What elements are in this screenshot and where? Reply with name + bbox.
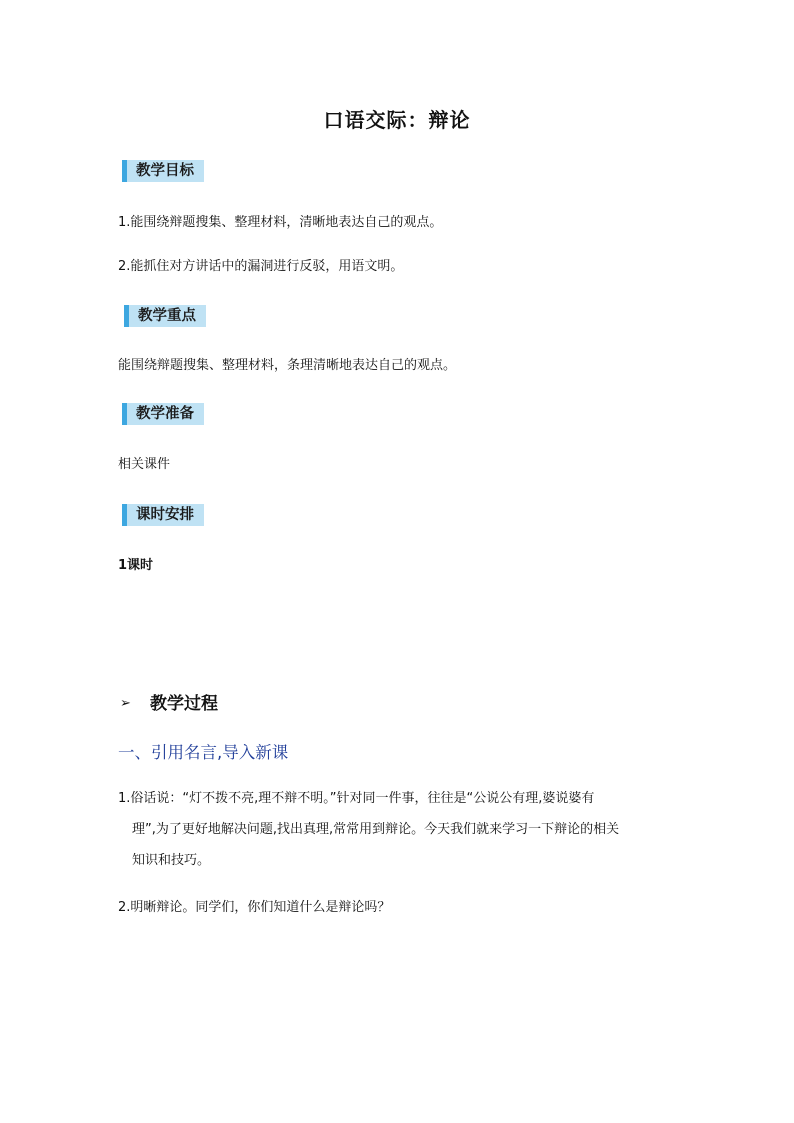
process-item-2 (118, 892, 678, 923)
preparation-line: 相关课件 (118, 457, 171, 472)
section-heading-schedule: 课时安排 (122, 504, 204, 526)
process-item-1-line-3: 知识和技巧。 (132, 853, 211, 868)
document-title: 口语交际：辩论 (323, 108, 471, 132)
process-heading-row (120, 690, 218, 718)
section-heading-teaching-goals: 教学目标 (122, 160, 204, 182)
process-item-1-line-2: 理”,为了更好地解决问题,找出真理,常常用到辩论。今天我们就来学习一下辩论的相关 (132, 822, 620, 837)
key-point-line: 能围绕辩题搜集、整理材料，条理清晰地表达自己的观点。 (118, 358, 457, 373)
section-heading-preparation: 教学准备 (122, 403, 204, 425)
arrow-bullet-icon: ➢ (120, 696, 131, 711)
goal-line-1: 1.能围绕辩题搜集、整理材料，清晰地表达自己的观点。 (118, 215, 443, 230)
process-item-1-line-1: 1.俗话说：“灯不拨不亮,理不辩不明。”针对同一件事，往往是“公说公有理,婆说婆有 (118, 791, 595, 806)
section-heading-key-points: 教学重点 (124, 305, 206, 327)
schedule-line: 1课时 (118, 558, 154, 573)
process-item-1 (118, 783, 678, 876)
goal-line-2: 2.能抓住对方讲话中的漏洞进行反驳，用语文明。 (118, 259, 404, 274)
process-heading: 教学过程 (150, 694, 218, 714)
process-subheading: 一、引用名言,导入新课 (118, 743, 289, 762)
process-item-2-line: 2.明晰辩论。同学们，你们知道什么是辩论吗？ (118, 900, 391, 915)
